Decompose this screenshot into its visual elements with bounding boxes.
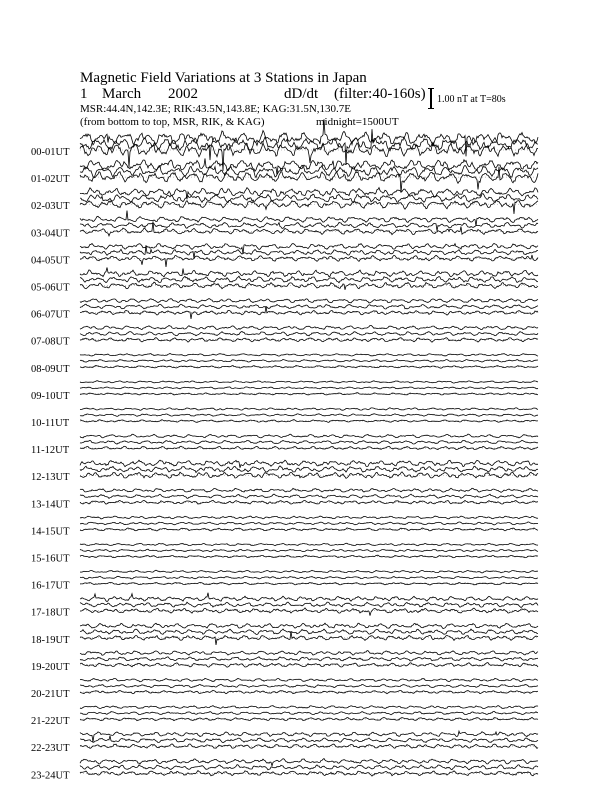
hour-label: 20-21UT [31, 689, 70, 700]
hour-label: 16-17UT [31, 580, 70, 592]
hour-label: 09-10UT [31, 390, 70, 402]
hour-label: 00-01UT [31, 147, 70, 158]
trace-rik [80, 440, 538, 444]
trace-rik [80, 414, 538, 417]
trace-kag [80, 651, 538, 656]
date-month: March [102, 86, 142, 102]
trace-rik [80, 629, 538, 635]
midnight-note: midnight=1500UT [316, 116, 399, 128]
trace-msr [80, 528, 538, 531]
trace-rik [80, 549, 538, 552]
hour-label: 10-11UT [31, 418, 70, 429]
hour-label: 04-05UT [31, 255, 70, 267]
trace-kag [80, 299, 538, 303]
hour-label: 06-07UT [31, 309, 70, 321]
trace-msr [80, 690, 538, 694]
hour-label: 12-13UT [31, 472, 70, 484]
filter-label: (filter:40-160s) [334, 86, 426, 102]
trace-kag [80, 434, 538, 438]
trace-msr [80, 663, 538, 668]
trace-msr [80, 608, 538, 616]
trace-rik [80, 387, 538, 389]
scale-label: 1.00 nT at T=80s [437, 94, 506, 105]
trace-kag [80, 325, 538, 329]
component-label: dD/dt [284, 86, 319, 102]
date-year: 2002 [168, 86, 198, 102]
trace-kag [80, 408, 538, 411]
trace-kag [80, 516, 538, 519]
trace-rik [80, 657, 538, 661]
trace-rik [80, 765, 538, 770]
trace-kag [80, 570, 538, 573]
trace-msr [80, 255, 538, 267]
trace-kag [80, 706, 538, 709]
trace-msr [80, 167, 538, 193]
hour-label: 07-08UT [31, 336, 70, 348]
hour-label: 23-24UT [31, 770, 70, 782]
trace-kag [80, 381, 538, 383]
trace-kag [80, 678, 538, 682]
order-note: (from bottom to top, MSR, RIK, & KAG) [80, 116, 265, 128]
trace-msr [80, 200, 538, 214]
trace-rik [80, 466, 538, 473]
trace-kag [80, 543, 538, 545]
trace-rik [80, 522, 538, 525]
hour-label: 22-23UT [31, 743, 70, 755]
hour-label: 05-06UT [31, 282, 70, 294]
hour-label: 03-04UT [31, 228, 70, 240]
trace-rik [80, 684, 538, 688]
trace-kag [80, 354, 538, 357]
hour-label: 11-12UT [31, 445, 70, 457]
hour-label: 14-15UT [31, 526, 70, 538]
trace-msr [80, 306, 538, 319]
date-day: 1 [80, 86, 88, 102]
trace-kag [80, 593, 538, 602]
hour-label: 01-02UT [31, 174, 70, 186]
trace-kag [80, 460, 538, 468]
stations-label: MSR:44.4N,142.3E; RIK:43.5N,143.8E; KAG:31.5N,130.7E [80, 103, 352, 115]
trace-msr [80, 771, 538, 777]
trace-kag [80, 188, 538, 200]
hour-label: 08-09UT [31, 363, 70, 375]
trace-rik [80, 494, 538, 498]
hour-label: 21-22UT [31, 716, 70, 728]
trace-rik [80, 359, 538, 362]
trace-kag [80, 731, 538, 742]
trace-rik [80, 602, 538, 607]
trace-msr [80, 282, 538, 290]
trace-rik [80, 332, 538, 336]
trace-kag [80, 488, 538, 492]
hour-label: 13-14UT [31, 499, 70, 511]
trace-kag [80, 623, 538, 628]
trace-rik [80, 711, 538, 715]
hour-label: 17-18UT [31, 607, 70, 619]
trace-rik [80, 194, 538, 203]
hour-label: 15-16UT [31, 553, 70, 565]
hour-label: 02-03UT [31, 201, 70, 213]
hour-label: 19-20UT [31, 661, 70, 673]
trace-rik [80, 223, 538, 231]
trace-kag [80, 759, 538, 766]
trace-rik [80, 576, 538, 579]
trace-kag [80, 268, 538, 277]
trace-rik [80, 276, 538, 283]
chart-title: Magnetic Field Variations at 3 Stations in Japan [80, 70, 367, 86]
hour-label: 18-19UT [31, 634, 70, 646]
trace-rik [80, 304, 538, 309]
trace-rik [80, 736, 538, 743]
